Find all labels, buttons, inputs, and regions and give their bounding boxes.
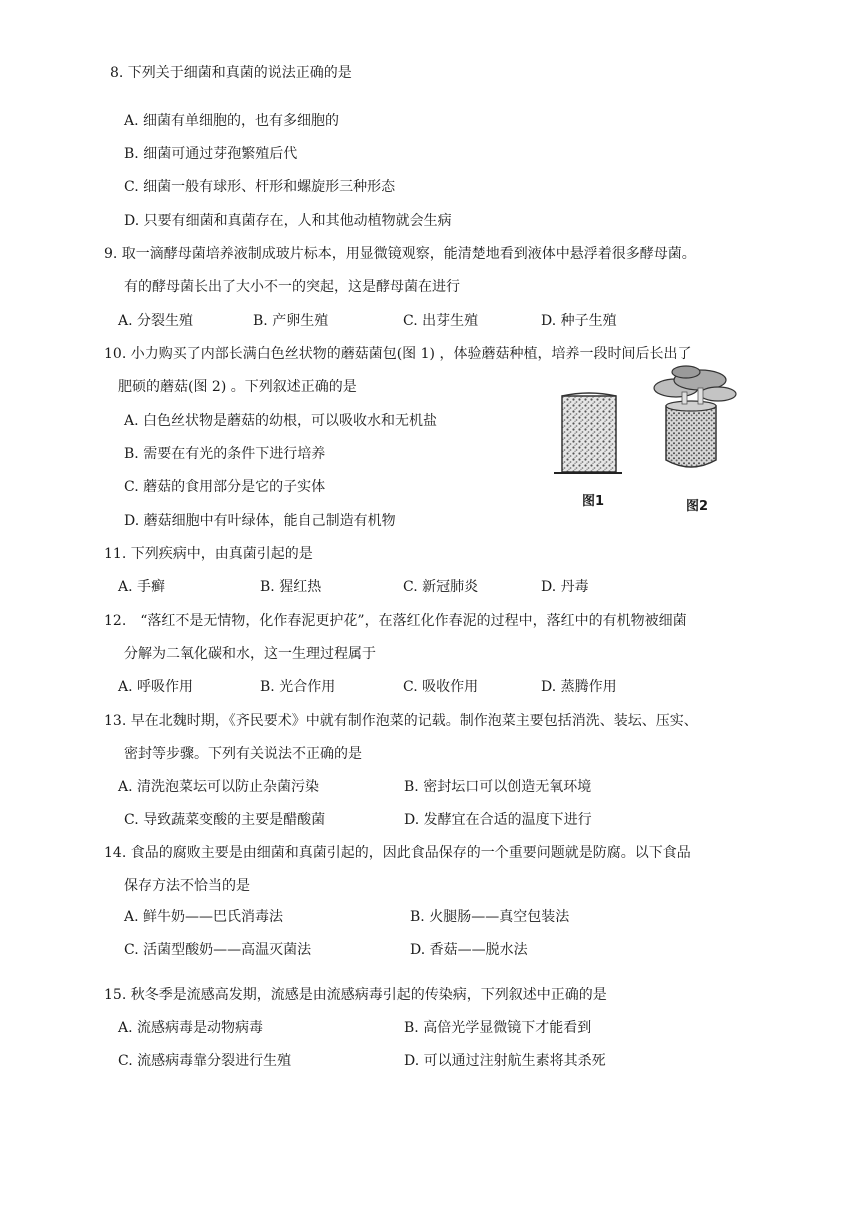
q12-option-d: D. 蒸腾作用 xyxy=(541,679,617,695)
figure-1-label: 图1 xyxy=(582,494,605,509)
mushroom-figure xyxy=(548,362,760,520)
q9-stem-line2: 有的酵母菌长出了大小不一的突起，这是酵母菌在进行 xyxy=(124,279,460,295)
q11-option-c: C. 新冠肺炎 xyxy=(403,579,479,595)
q13-stem-line2: 密封等步骤。下列有关说法不正确的是 xyxy=(124,746,362,762)
q12-option-c: C. 吸收作用 xyxy=(403,679,479,695)
q10-option-c: C. 蘑菇的食用部分是它的子实体 xyxy=(124,479,326,495)
q15-option-b: B. 高倍光学显微镜下才能看到 xyxy=(404,1020,592,1036)
q14-option-b: B. 火腿肠——真空包装法 xyxy=(410,909,570,925)
q14-stem-line2: 保存方法不恰当的是 xyxy=(124,878,250,894)
q15-option-d: D. 可以通过注射航生素将其杀死 xyxy=(404,1053,606,1069)
q12-option-b: B. 光合作用 xyxy=(260,679,336,695)
q10-stem-line2: 肥硕的蘑菇(图 2) 。下列叙述正确的是 xyxy=(118,379,357,395)
q13-option-c: C. 导致蔬菜变酸的主要是醋酸菌 xyxy=(124,812,326,828)
q12-stem-line1: 12. “落红不是无情物，化作春泥更护花”，在落红化作春泥的过程中，落红中的有机物被细菌 xyxy=(104,613,687,629)
q8-option-d: D. 只要有细菌和真菌存在，人和其他动植物就会生病 xyxy=(124,213,452,229)
q14-stem-line1: 14. 食品的腐败主要是由细菌和真菌引起的，因此食品保存的一个重要问题就是防腐。以下食品 xyxy=(104,845,691,861)
q14-option-c: C. 活菌型酸奶——高温灭菌法 xyxy=(124,942,312,958)
q11-option-a: A. 手癣 xyxy=(118,579,166,595)
figure-2-label: 图2 xyxy=(686,499,709,514)
q15-option-a: A. 流感病毒是动物病毒 xyxy=(118,1020,264,1036)
q15-option-c: C. 流感病毒靠分裂进行生殖 xyxy=(118,1053,292,1069)
q11-option-d: D. 丹毒 xyxy=(541,579,589,595)
q11-stem: 11. 下列疾病中，由真菌引起的是 xyxy=(104,546,313,562)
figure-1-bag xyxy=(554,393,622,473)
q12-option-a: A. 呼吸作用 xyxy=(118,679,194,695)
q8-option-a: A. 细菌有单细胞的，也有多细胞的 xyxy=(124,113,340,129)
mushroom-illustration xyxy=(548,362,760,520)
q15-stem: 15. 秋冬季是流感高发期，流感是由流感病毒引起的传染病，下列叙述中正确的是 xyxy=(104,987,607,1003)
q8-stem: 8. 下列关于细菌和真菌的说法正确的是 xyxy=(110,65,352,81)
q10-option-d: D. 蘑菇细胞中有叶绿体，能自己制造有机物 xyxy=(124,513,396,529)
q10-option-a: A. 白色丝状物是蘑菇的幼根，可以吸收水和无机盐 xyxy=(124,413,438,429)
q8-option-c: C. 细菌一般有球形、杆形和螺旋形三种形态 xyxy=(124,179,396,195)
q9-option-c: C. 出芽生殖 xyxy=(403,313,479,329)
q13-option-d: D. 发酵宜在合适的温度下进行 xyxy=(404,812,592,828)
figure-2-mushrooms xyxy=(654,366,736,467)
q13-option-b: B. 密封坛口可以创造无氧环境 xyxy=(404,779,592,795)
q8-option-b: B. 细菌可通过芽孢繁殖后代 xyxy=(124,146,298,162)
q9-option-d: D. 种子生殖 xyxy=(541,313,617,329)
q9-option-b: B. 产卵生殖 xyxy=(253,313,329,329)
q12-stem-line2: 分解为二氧化碳和水，这一生理过程属于 xyxy=(124,646,376,662)
q13-option-a: A. 清洗泡菜坛可以防止杂菌污染 xyxy=(118,779,320,795)
q14-option-a: A. 鲜牛奶——巴氏消毒法 xyxy=(124,909,284,925)
q11-option-b: B. 猩红热 xyxy=(260,579,322,595)
q10-option-b: B. 需要在有光的条件下进行培养 xyxy=(124,446,326,462)
q9-option-a: A. 分裂生殖 xyxy=(118,313,194,329)
q14-option-d: D. 香菇——脱水法 xyxy=(410,942,528,958)
q10-stem-line1: 10. 小力购买了内部长满白色丝状物的蘑菇菌包(图 1) ，体验蘑菇种植，培养一段时间后长出了 xyxy=(104,346,692,362)
q13-stem-line1: 13. 早在北魏时期，《齐民要术》中就有制作泡菜的记载。制作泡菜主要包括消洗、装坛、压实、 xyxy=(104,713,698,729)
q9-stem-line1: 9. 取一滴酵母菌培养液制成玻片标本，用显微镜观察，能清楚地看到液体中悬浮着很多酵母菌。 xyxy=(104,246,696,262)
